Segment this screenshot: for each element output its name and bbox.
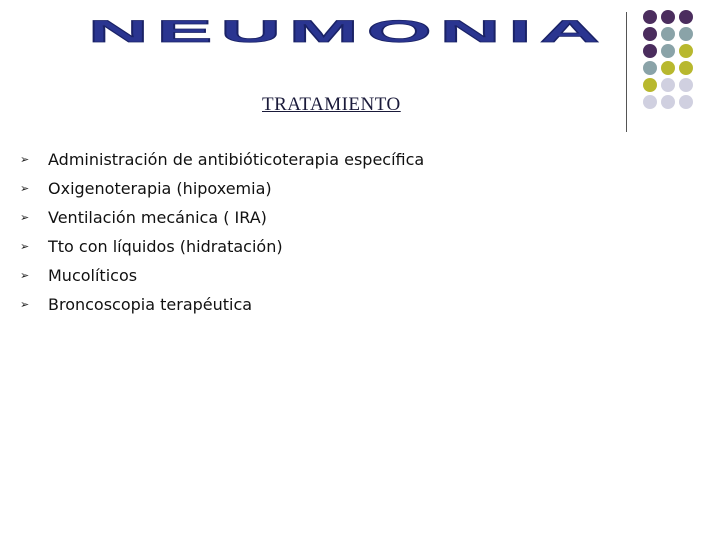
arrowhead-bullet-icon: ➢ [20, 240, 30, 253]
decorative-dot [643, 78, 657, 92]
slide-title [78, 6, 618, 66]
decorative-dot-grid [640, 10, 720, 120]
decorative-dot [679, 27, 693, 41]
decorative-dot [661, 95, 675, 109]
decorative-dot [643, 10, 657, 24]
slide-title-text: NEUMONIA [88, 13, 609, 49]
decorative-dot [661, 44, 675, 58]
bullet-text: Ventilación mecánica ( IRA) [48, 208, 267, 227]
vertical-divider [626, 12, 627, 132]
bullet-text: Mucolíticos [48, 266, 138, 285]
decorative-dot [643, 44, 657, 58]
list-item [20, 232, 424, 261]
decorative-dot [661, 61, 675, 75]
list-item [20, 290, 424, 319]
arrowhead-bullet-icon: ➢ [20, 269, 30, 282]
arrowhead-bullet-icon: ➢ [20, 153, 30, 166]
list-item [20, 261, 424, 290]
bullet-text: Tto con líquidos (hidratación) [48, 237, 283, 256]
decorative-dot [643, 27, 657, 41]
decorative-dot [679, 61, 693, 75]
bullet-text: Administración de antibióticoterapia específica [48, 150, 425, 169]
decorative-dot [661, 27, 675, 41]
decorative-dot [679, 78, 693, 92]
decorative-dot [661, 78, 675, 92]
bullet-text: Oxigenoterapia (hipoxemia) [48, 179, 272, 198]
decorative-dot [679, 95, 693, 109]
list-item [20, 203, 424, 232]
arrowhead-bullet-icon: ➢ [20, 298, 30, 311]
list-item [20, 174, 424, 203]
bullet-text: Broncoscopia terapéutica [48, 295, 253, 314]
arrowhead-bullet-icon: ➢ [20, 211, 30, 224]
decorative-dot [661, 10, 675, 24]
arrowhead-bullet-icon: ➢ [20, 182, 30, 195]
decorative-dot [643, 95, 657, 109]
decorative-dot [679, 10, 693, 24]
slide-subtitle: TRATAMIENTO [262, 94, 401, 115]
bullet-list [20, 145, 424, 319]
decorative-dot [643, 61, 657, 75]
decorative-dot [679, 44, 693, 58]
list-item [20, 145, 424, 174]
